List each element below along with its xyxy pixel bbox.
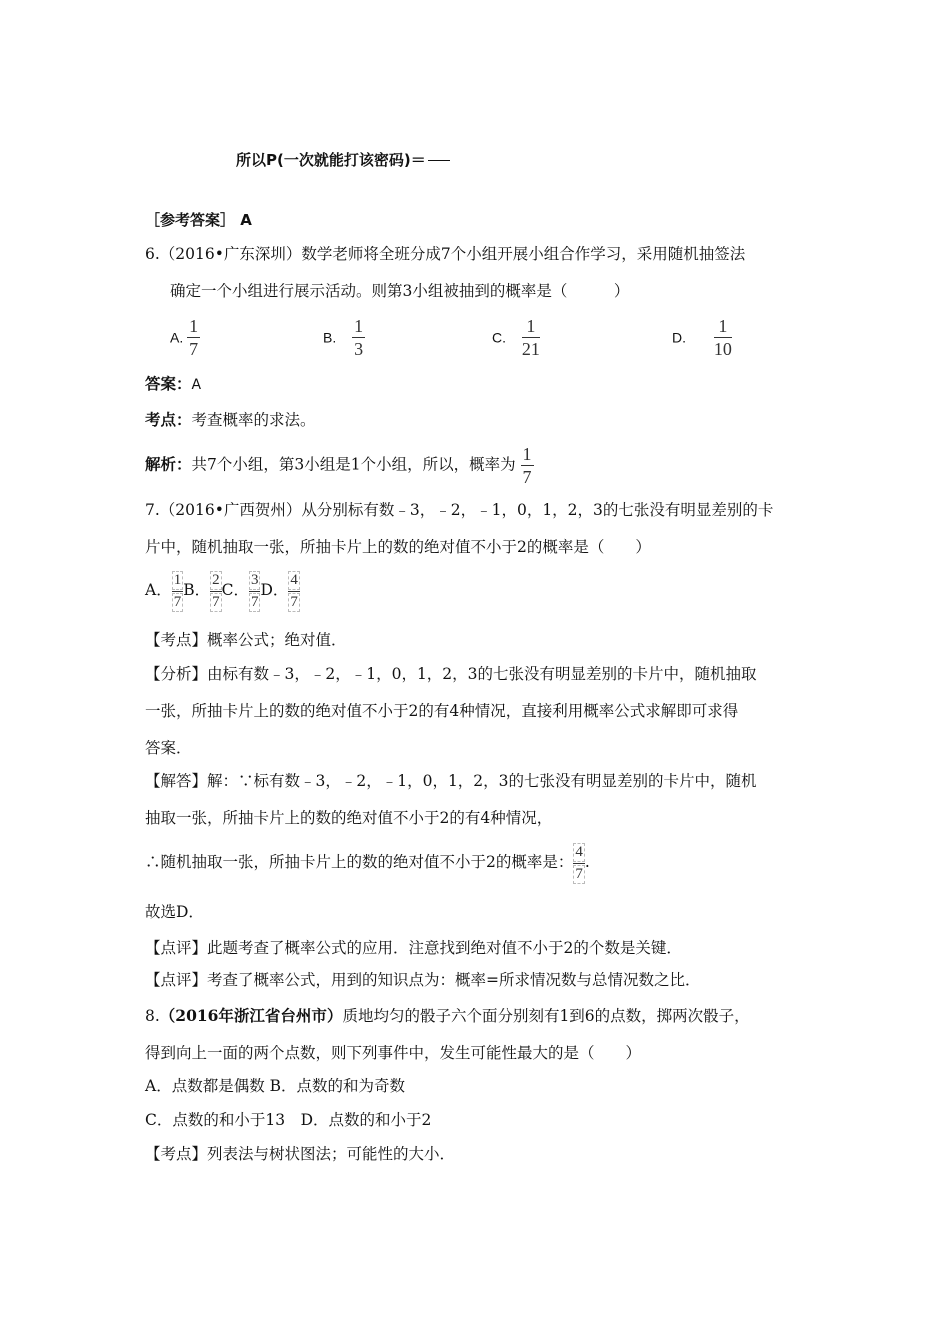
q7-fenxi-line2: 一张，所抽卡片上的数的绝对值不小于2的有4种情况，直接利用概率公式求解即可求得 xyxy=(145,702,739,720)
jiexi-fraction xyxy=(521,444,534,487)
jieda-text: ∴随机抽取一张，所抽卡片上的数的绝对值不小于2的概率是： xyxy=(145,853,574,871)
q6-answer xyxy=(145,374,201,395)
reference-answer: ［参考答案］ A xyxy=(145,211,252,229)
question-source: （2016年浙江省台州市） xyxy=(159,1006,343,1025)
option-a-fraction xyxy=(172,571,184,612)
option-b-label: B． xyxy=(183,581,211,599)
fraction-bar xyxy=(249,591,261,592)
option-label: C. xyxy=(492,329,506,346)
blank-line xyxy=(428,160,450,161)
question-number: 8. xyxy=(145,1007,160,1025)
fraction-numerator: 4 xyxy=(575,843,583,860)
answer-value: A xyxy=(191,377,202,393)
fraction-bar xyxy=(288,591,300,592)
q7-guxuan: 故选D． xyxy=(145,903,204,921)
fraction-denominator: 7 xyxy=(290,593,298,610)
question-text: 质地均匀的骰子六个面分别刻有1到6的点数，掷两次骰子， xyxy=(342,1007,750,1025)
q6-jiexi xyxy=(145,444,534,487)
q7-jieda-line1: 【解答】解：∵标有数﹣3，﹣2，﹣1，0，1，2，3的七张没有明显差别的卡片中，随机 xyxy=(145,772,757,790)
q7-kaodian: 【考点】概率公式；绝对值． xyxy=(145,631,347,649)
q8-stem-line2: 得到向上一面的两个点数，则下列事件中，发生可能性最大的是（ ） xyxy=(145,1044,642,1062)
fraction xyxy=(522,316,540,359)
q7-jieda-line2: 抽取一张，所抽卡片上的数的绝对值不小于2的有4种情况， xyxy=(145,809,553,827)
q6-option-c xyxy=(492,316,540,359)
kaodian-text: 考查概率的求法。 xyxy=(191,411,316,429)
fraction-bar xyxy=(714,337,732,338)
fraction-denominator: 7 xyxy=(575,865,583,882)
fraction-numerator: 1 xyxy=(718,316,728,336)
q6-stem-line1: 6.（2016•广东深圳）数学老师将全班分成7个小组开展小组合作学习，采用随机抽签法 xyxy=(145,245,746,263)
fraction-bar xyxy=(573,863,585,864)
jiexi-label: 解析： xyxy=(145,454,192,474)
fraction xyxy=(714,316,732,359)
kaodian-label: 考点： xyxy=(145,410,192,429)
prev-answer-line xyxy=(236,150,450,170)
fraction-denominator: 7 xyxy=(522,467,532,487)
fraction-numerator: 1 xyxy=(526,316,536,336)
option-label: D. xyxy=(672,329,686,346)
fraction-denominator: 7 xyxy=(212,593,220,610)
fraction-numerator: 4 xyxy=(290,571,298,588)
fraction-bar xyxy=(352,337,365,338)
fraction-bar xyxy=(187,337,200,338)
fraction-denominator: 7 xyxy=(250,593,259,610)
option-b-fraction xyxy=(210,571,222,612)
q7-dianping-1: 【点评】此题考查了概率公式的应用．注意找到绝对值不小于2的个数是关键． xyxy=(145,939,682,957)
answer-label: 答案： xyxy=(145,374,192,393)
q7-dianping-2: 【点评】考查了概率公式，用到的知识点为：概率=所求情况数与总情况数之比． xyxy=(145,971,701,989)
fraction-numerator: 1 xyxy=(189,316,199,336)
q6-option-b xyxy=(323,316,365,359)
q6-option-a xyxy=(170,316,200,359)
fraction-bar xyxy=(522,337,540,338)
q7-stem-line2: 片中，随机抽取一张，所抽卡片上的数的绝对值不小于2的概率是（ ） xyxy=(145,538,651,556)
fraction-bar xyxy=(521,465,534,466)
fraction-numerator: 1 xyxy=(522,444,532,464)
option-c-label: C． xyxy=(221,581,249,599)
jiexi-text: 共7个小组，第3小组是1个小组，所以，概率为 xyxy=(191,455,516,474)
q7-fenxi-line1: 【分析】由标有数﹣3，﹣2，﹣1，0，1，2，3的七张没有明显差别的卡片中，随机抽取 xyxy=(145,665,757,683)
fraction xyxy=(352,316,365,359)
fraction-denominator: 3 xyxy=(354,339,364,359)
option-label: B. xyxy=(323,329,337,346)
q7-fenxi-line3: 答案． xyxy=(145,739,192,757)
fraction xyxy=(187,316,200,359)
prev-answer-text: 所以P(一次就能打该密码)＝ xyxy=(236,151,426,169)
q6-kaodian xyxy=(145,410,316,430)
option-a-label: A． xyxy=(145,581,172,599)
q8-options-ab: A．点数都是偶数 B．点数的和为奇数 xyxy=(145,1077,406,1095)
option-label: A. xyxy=(170,329,184,346)
fraction-bar xyxy=(172,591,184,592)
q8-stem-line1 xyxy=(145,1006,750,1026)
option-d-fraction xyxy=(288,571,300,612)
fraction-numerator: 3 xyxy=(250,571,259,588)
fraction-denominator: 10 xyxy=(713,339,732,359)
q7-stem-line1: 7.（2016•广西贺州）从分别标有数﹣3，﹣2，﹣1，0，1，2，3的七张没有明显差别的卡 xyxy=(145,501,774,519)
fraction-denominator: 7 xyxy=(189,339,199,359)
q8-kaodian: 【考点】列表法与树状图法；可能性的大小． xyxy=(145,1145,456,1163)
fraction-bar xyxy=(210,591,222,592)
fraction-numerator: 2 xyxy=(212,571,220,588)
fraction-denominator: 7 xyxy=(173,593,182,610)
fraction-numerator: 1 xyxy=(173,571,182,588)
jieda-fraction xyxy=(573,843,585,884)
fraction-numerator: 1 xyxy=(354,316,364,336)
option-c-fraction xyxy=(249,571,261,612)
q6-option-d xyxy=(672,316,732,359)
jieda-end: . xyxy=(584,853,590,871)
q6-stem-line2: 确定一个小组进行展示活动。则第3小组被抽到的概率是（ ） xyxy=(170,282,630,300)
option-d-label: D． xyxy=(260,581,289,599)
q7-options xyxy=(145,568,300,612)
q7-jieda-line3 xyxy=(145,840,590,884)
fraction-denominator: 21 xyxy=(521,339,540,359)
q8-options-cd: C．点数的和小于13 D．点数的和小于2 xyxy=(145,1111,432,1129)
